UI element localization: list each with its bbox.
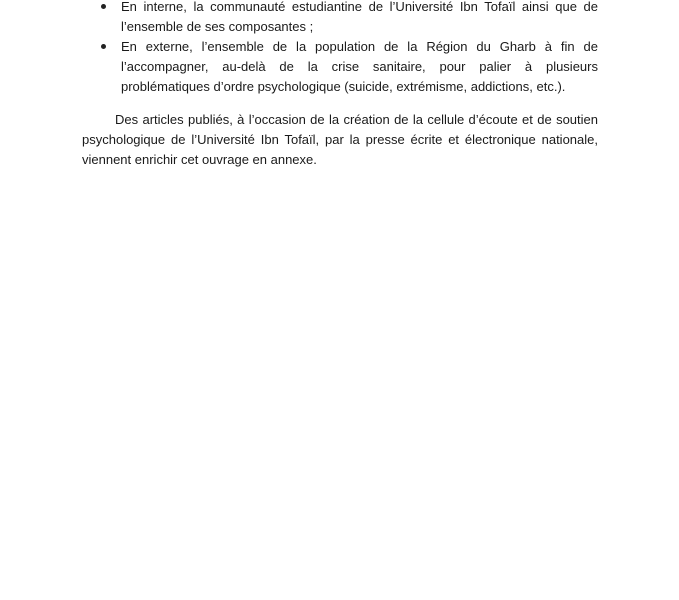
annex-paragraph: Des articles publiés, à l’occasion de la création de la cellule d’écoute et de soutien psychologique de l’Université Ibn Tofaïl, par la presse écrite et électronique nationale, viennent enrichir cet ouvrage en annexe. (82, 112, 598, 167)
audience-bullet-list (100, 0, 598, 97)
bullet-dot-icon (101, 44, 106, 49)
bullet-dot-icon (101, 4, 106, 9)
bullet-text-internal: En interne, la communauté estudiantine de l’Université Ibn Tofaïl ainsi que de l’ensemble de ses composantes ; (121, 0, 598, 34)
bullet-item-internal (100, 0, 598, 37)
bullet-item-external (100, 37, 598, 97)
bullet-text-external: En externe, l’ensemble de la population de la Région du Gharb à fin de l’accompagner, au-delà de la crise sanitaire, pour palier à plusieurs problématiques d’ordre psychologique (suicide, extrémisme, addictions, etc.). (121, 39, 598, 94)
